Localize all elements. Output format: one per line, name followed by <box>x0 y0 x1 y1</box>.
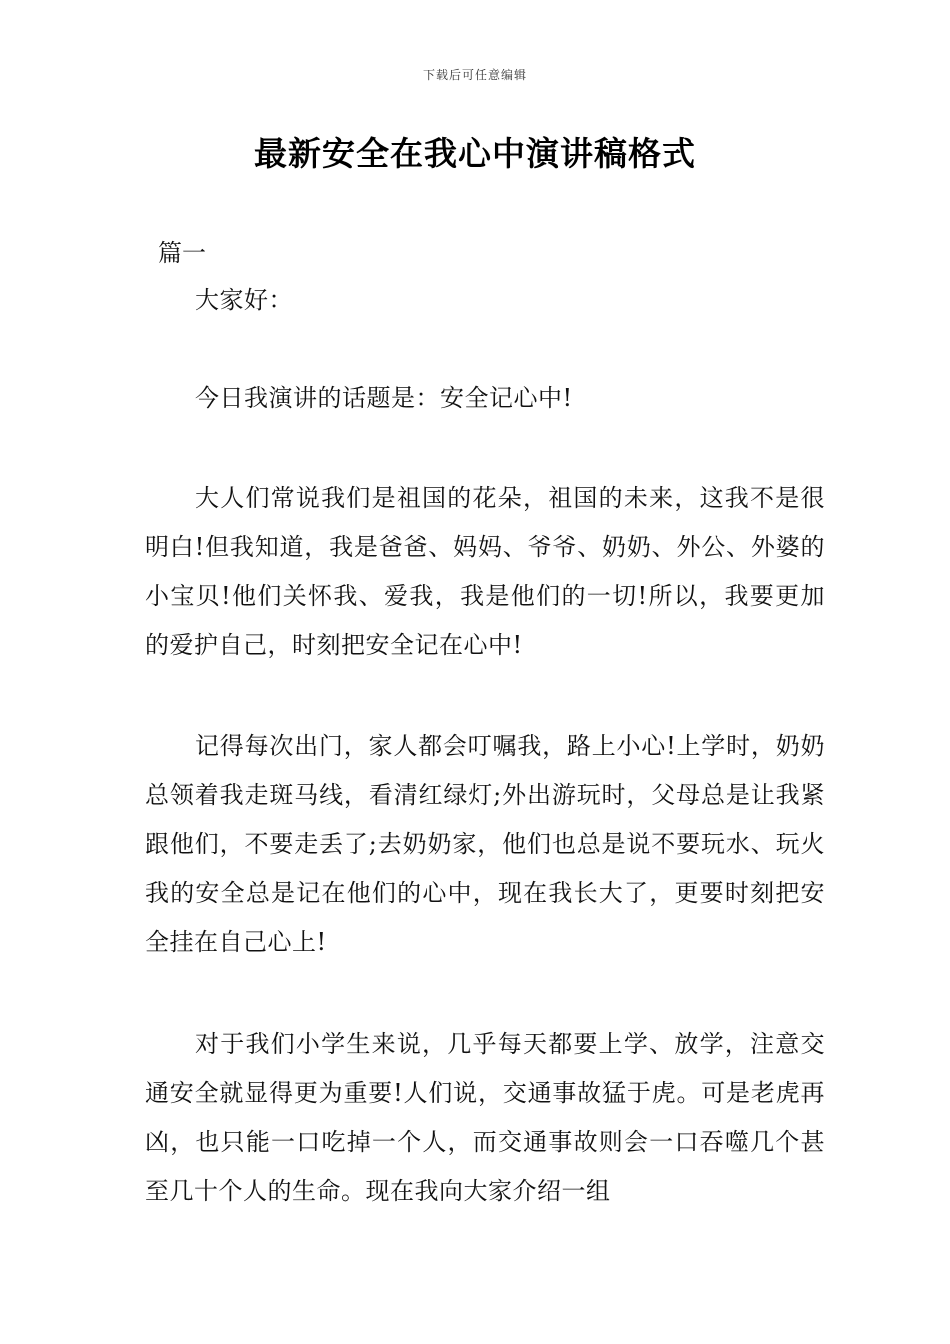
paragraph-traffic-safety: 对于我们小学生来说，几乎每天都要上学、放学，注意交通安全就显得更为重要!人们说，交通事故猛于虎。可是老虎再凶，也只能一口吃掉一个人，而交通事故则会一口吞噬几个甚至几十个人的生命。现在我向大家介绍一组 <box>145 1030 825 1205</box>
paragraph-safety-reminders: 记得每次出门，家人都会叮嘱我，路上小心!上学时，奶奶总领着我走斑马线，看清红绿灯;外出游玩时，父母总是让我紧跟他们，不要走丢了;去奶奶家，他们也总是说不要玩水、玩火我的安全总是记在他们的心中，现在我长大了，更要时刻把安全挂在自己心上! <box>145 732 825 956</box>
paragraph-greeting: 大家好： <box>195 286 293 314</box>
paragraph-family-love: 大人们常说我们是祖国的花朵，祖国的未来，这我不是很明白!但我知道，我是爸爸、妈妈、爷爷、奶奶、外公、外婆的小宝贝!他们关怀我、爱我，我是他们的一切!所以，我要更加的爱护自己，时刻把安全记在心中! <box>145 484 825 659</box>
header-note: 下载后可任意编辑 <box>422 68 527 82</box>
document-title: 最新安全在我心中演讲稿格式 <box>254 134 696 173</box>
paragraph-topic: 今日我演讲的话题是：安全记心中! <box>195 384 573 412</box>
section-heading: 篇一 <box>158 239 206 267</box>
